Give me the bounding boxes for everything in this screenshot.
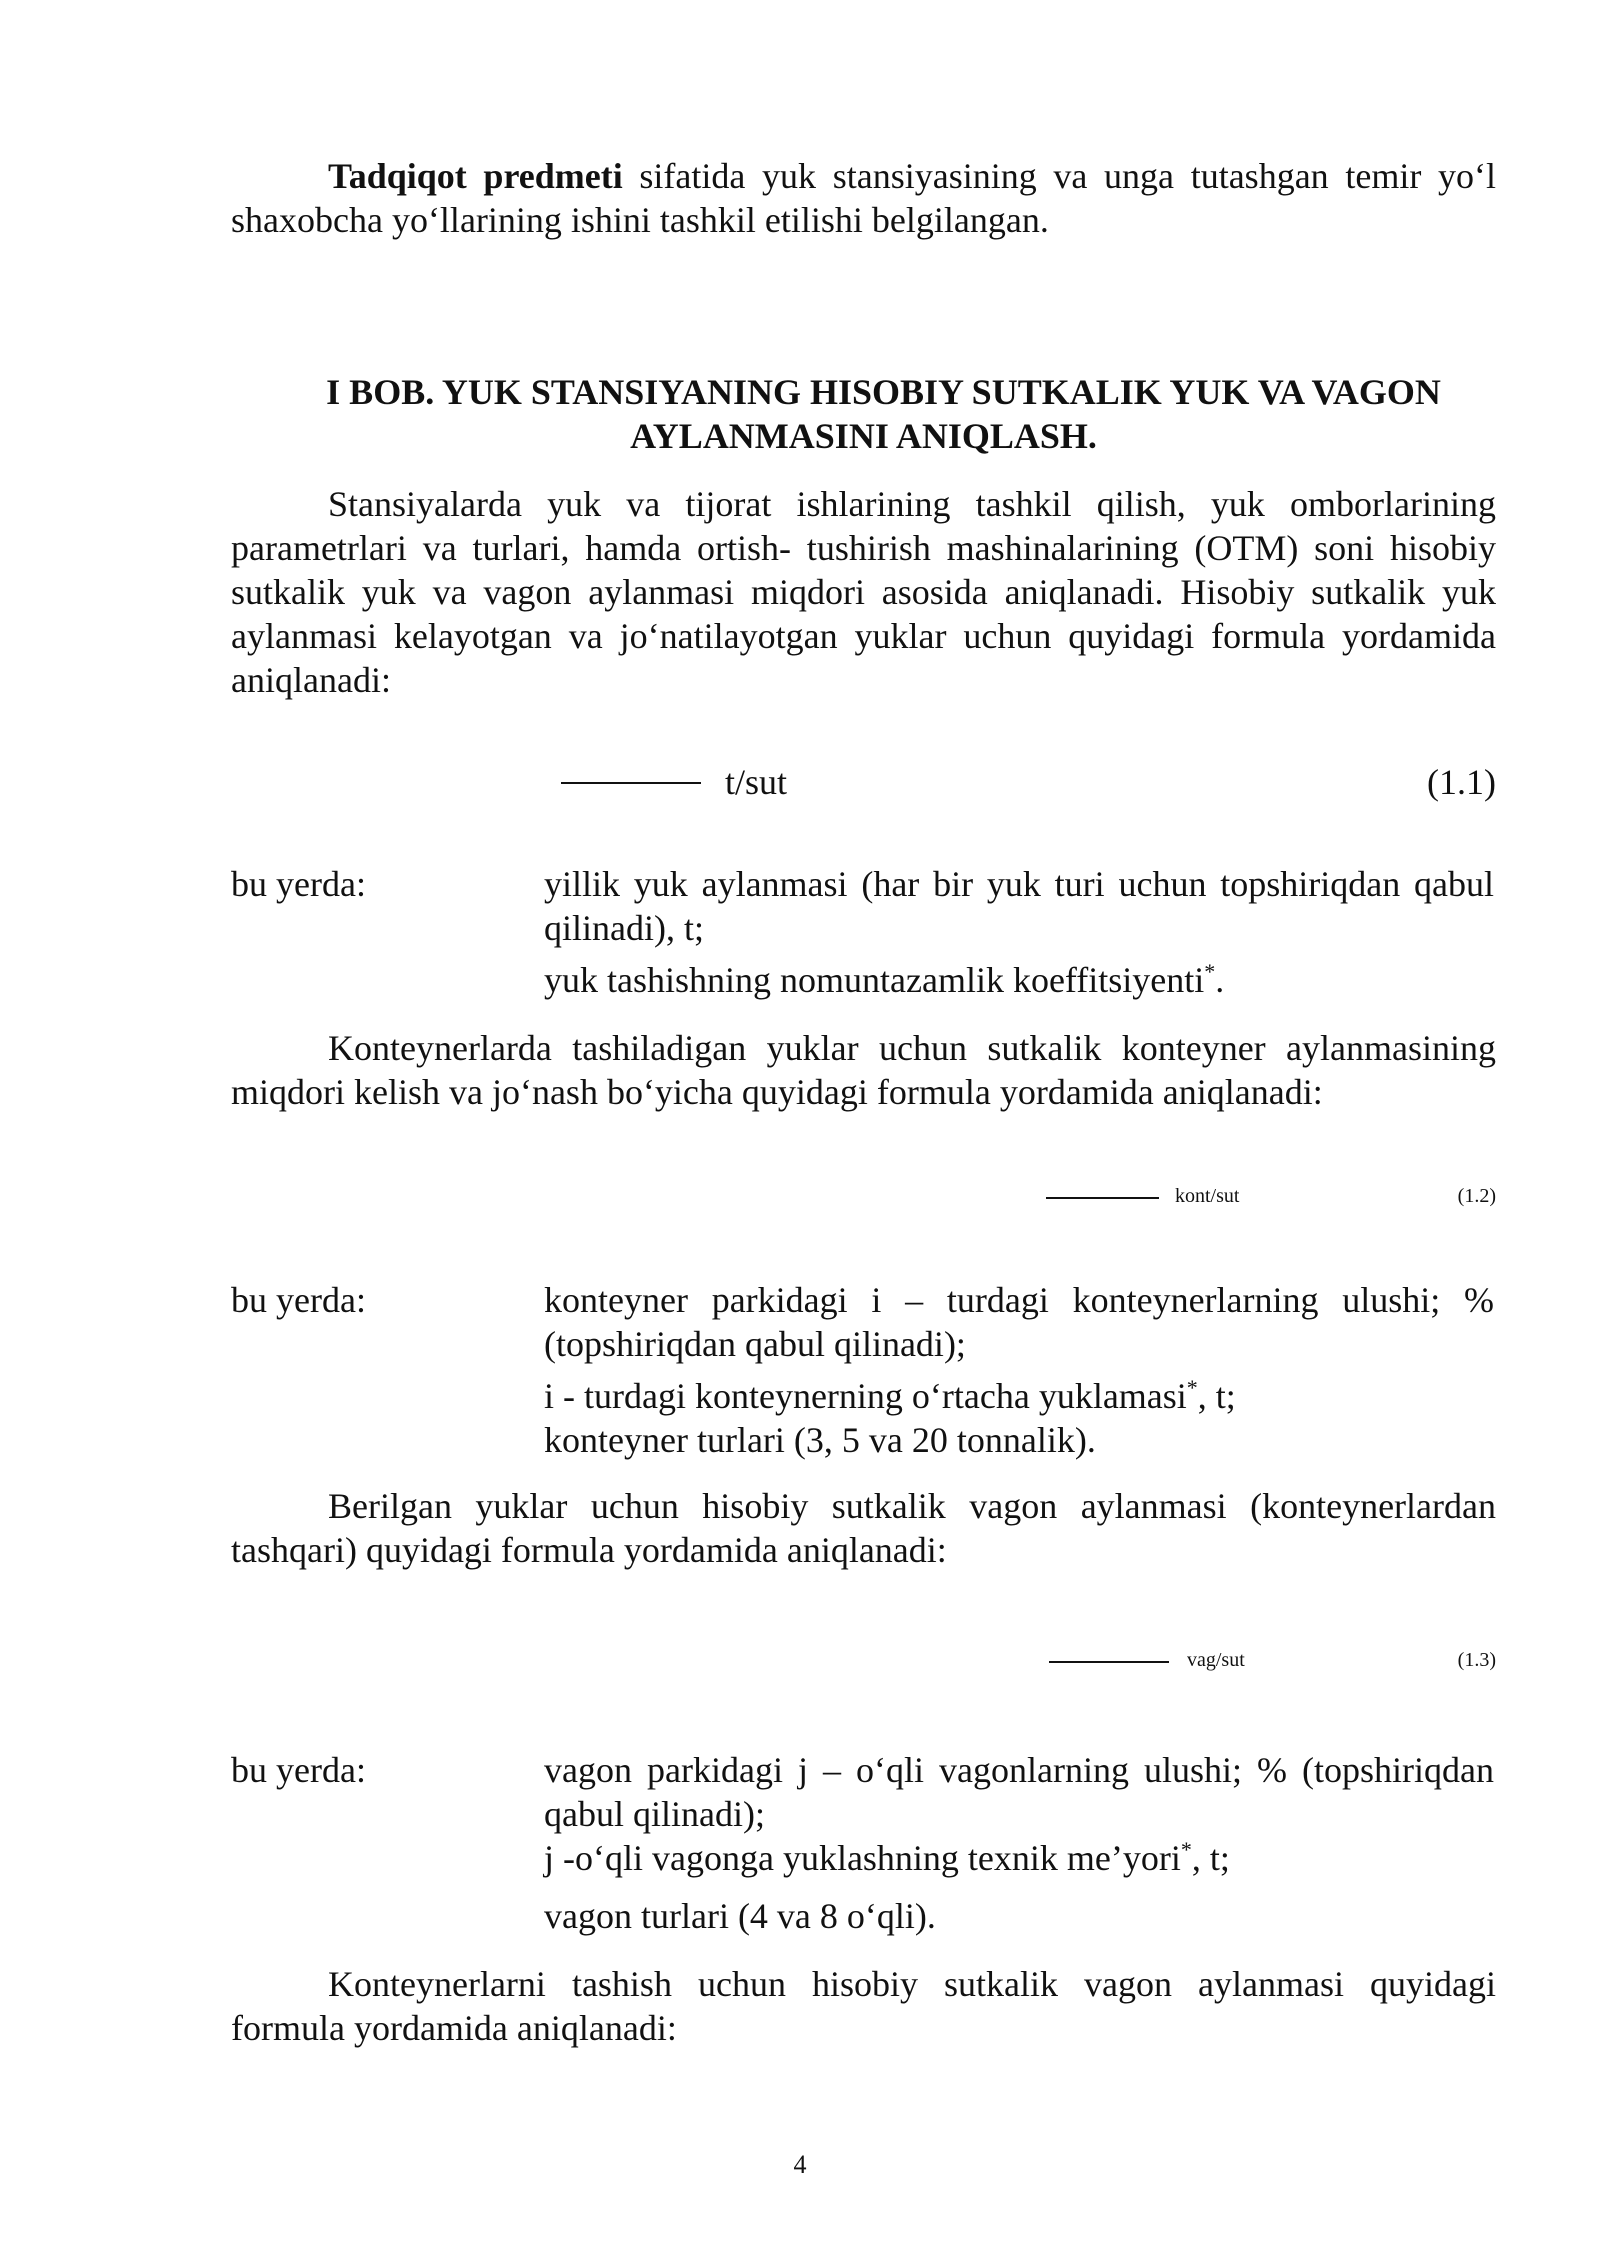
formula-1-3-number: (1.3) — [1457, 1649, 1496, 1671]
definition-end: , t; — [1197, 1376, 1236, 1416]
definitions-2-label: bu yerda: — [231, 1280, 366, 1320]
chapter-heading-line1: I BOB. YUK STANSIYANING HISOBIY SUTKALIK YUK VA VAGON — [326, 372, 1441, 412]
footnote-mark: * — [1204, 959, 1216, 984]
footnote-mark: * — [1186, 1375, 1198, 1400]
paragraph-2: Konteynerlarda tashiladigan yuklar uchun sutkalik konteyner aylanmasining miqdori kelish va jo‘nash bo‘yicha quyidagi formula yordamida aniqlanadi: — [231, 1028, 1496, 1112]
intro-text: sifatida yuk stansiyasining va unga tutashgan temir yo‘l shaxobcha yo‘llarining ishini tashkil etilishi belgilangan. — [231, 156, 1496, 240]
definition-irregularity-coefficient — [544, 958, 1494, 1002]
page-number: 4 — [793, 2150, 807, 2179]
definition-end: , t; — [1191, 1838, 1230, 1878]
chapter-heading — [231, 370, 1496, 458]
definitions-3 — [231, 1748, 1496, 1938]
definition-average-load — [544, 1374, 1494, 1418]
formula-1-2-number: (1.2) — [1457, 1185, 1496, 1207]
definition-text: yuk tashishning nomuntazamlik koeffitsiyenti — [544, 960, 1205, 1000]
chapter-heading-line2: AYLANMASINI ANIQLASH. — [630, 416, 1097, 456]
paragraph-4: Konteynerlarni tashish uchun hisobiy sutkalik vagon aylanmasi quyidagi formula yordamida aniqlanadi: — [231, 1964, 1496, 2048]
definitions-3-label: bu yerda: — [231, 1750, 366, 1790]
intro-term: Tadqiqot predmeti — [328, 156, 623, 196]
footnote-mark: * — [1180, 1837, 1192, 1862]
formula-1-2 — [231, 1180, 1496, 1224]
definition-wagon-share: vagon parkidagi j – o‘qli vagonlarning ulushi; % (topshiriqdan qabul qilinadi); — [544, 1750, 1494, 1834]
definition-end: . — [1215, 960, 1225, 1000]
formula-1-3 — [231, 1644, 1496, 1688]
definition-text: i - turdagi konteynerning o‘rtacha yuklamasi — [544, 1376, 1187, 1416]
definition-container-share: konteyner parkidagi i – turdagi konteynerlarning ulushi; % (topshiriqdan qabul qilinadi); — [544, 1280, 1494, 1364]
fraction-line — [1046, 1197, 1159, 1199]
formula-1-1 — [231, 760, 1496, 804]
definition-wagon-types: vagon turlari (4 va 8 o‘qli). — [544, 1896, 936, 1936]
formula-1-1-number: (1.1) — [1427, 762, 1496, 802]
definitions-1 — [231, 862, 1496, 1002]
definitions-1-label: bu yerda: — [231, 864, 366, 904]
formula-1-2-unit: kont/sut — [1175, 1185, 1240, 1207]
definitions-2 — [231, 1278, 1496, 1468]
fraction-line — [561, 782, 701, 784]
paragraph-3: Berilgan yuklar uchun hisobiy sutkalik vagon aylanmasi (konteynerlardan tashqari) quyidagi formula yordamida aniqlanadi: — [231, 1486, 1496, 1570]
formula-1-1-unit: t/sut — [725, 762, 788, 802]
definition-text: j -o‘qli vagonga yuklashning texnik me’yori — [544, 1838, 1181, 1878]
definition-container-types: konteyner turlari (3, 5 va 20 tonnalik). — [544, 1420, 1096, 1460]
definition-loading-norm — [544, 1836, 1494, 1880]
paragraph-1: Stansiyalarda yuk va tijorat ishlarining tashkil qilish, yuk omborlarining parametrlari va turlari, hamda ortish- tushirish mashinalarining (OTM) soni hisobiy sutkalik yuk va vagon aylanmasi miqdori asosida aniqlanadi. Hisobiy sutkalik yuk aylanmasi kelayotgan va jo‘natilayotgan yuklar uchun quyidagi formula yordamida aniqlanadi: — [231, 484, 1496, 700]
definition-annual-turnover: yillik yuk aylanmasi (har bir yuk turi uchun topshiriqdan qabul qilinadi), t; — [544, 864, 1494, 948]
formula-1-3-unit: vag/sut — [1187, 1649, 1245, 1671]
fraction-line — [1049, 1661, 1169, 1663]
intro-paragraph — [231, 154, 1496, 242]
